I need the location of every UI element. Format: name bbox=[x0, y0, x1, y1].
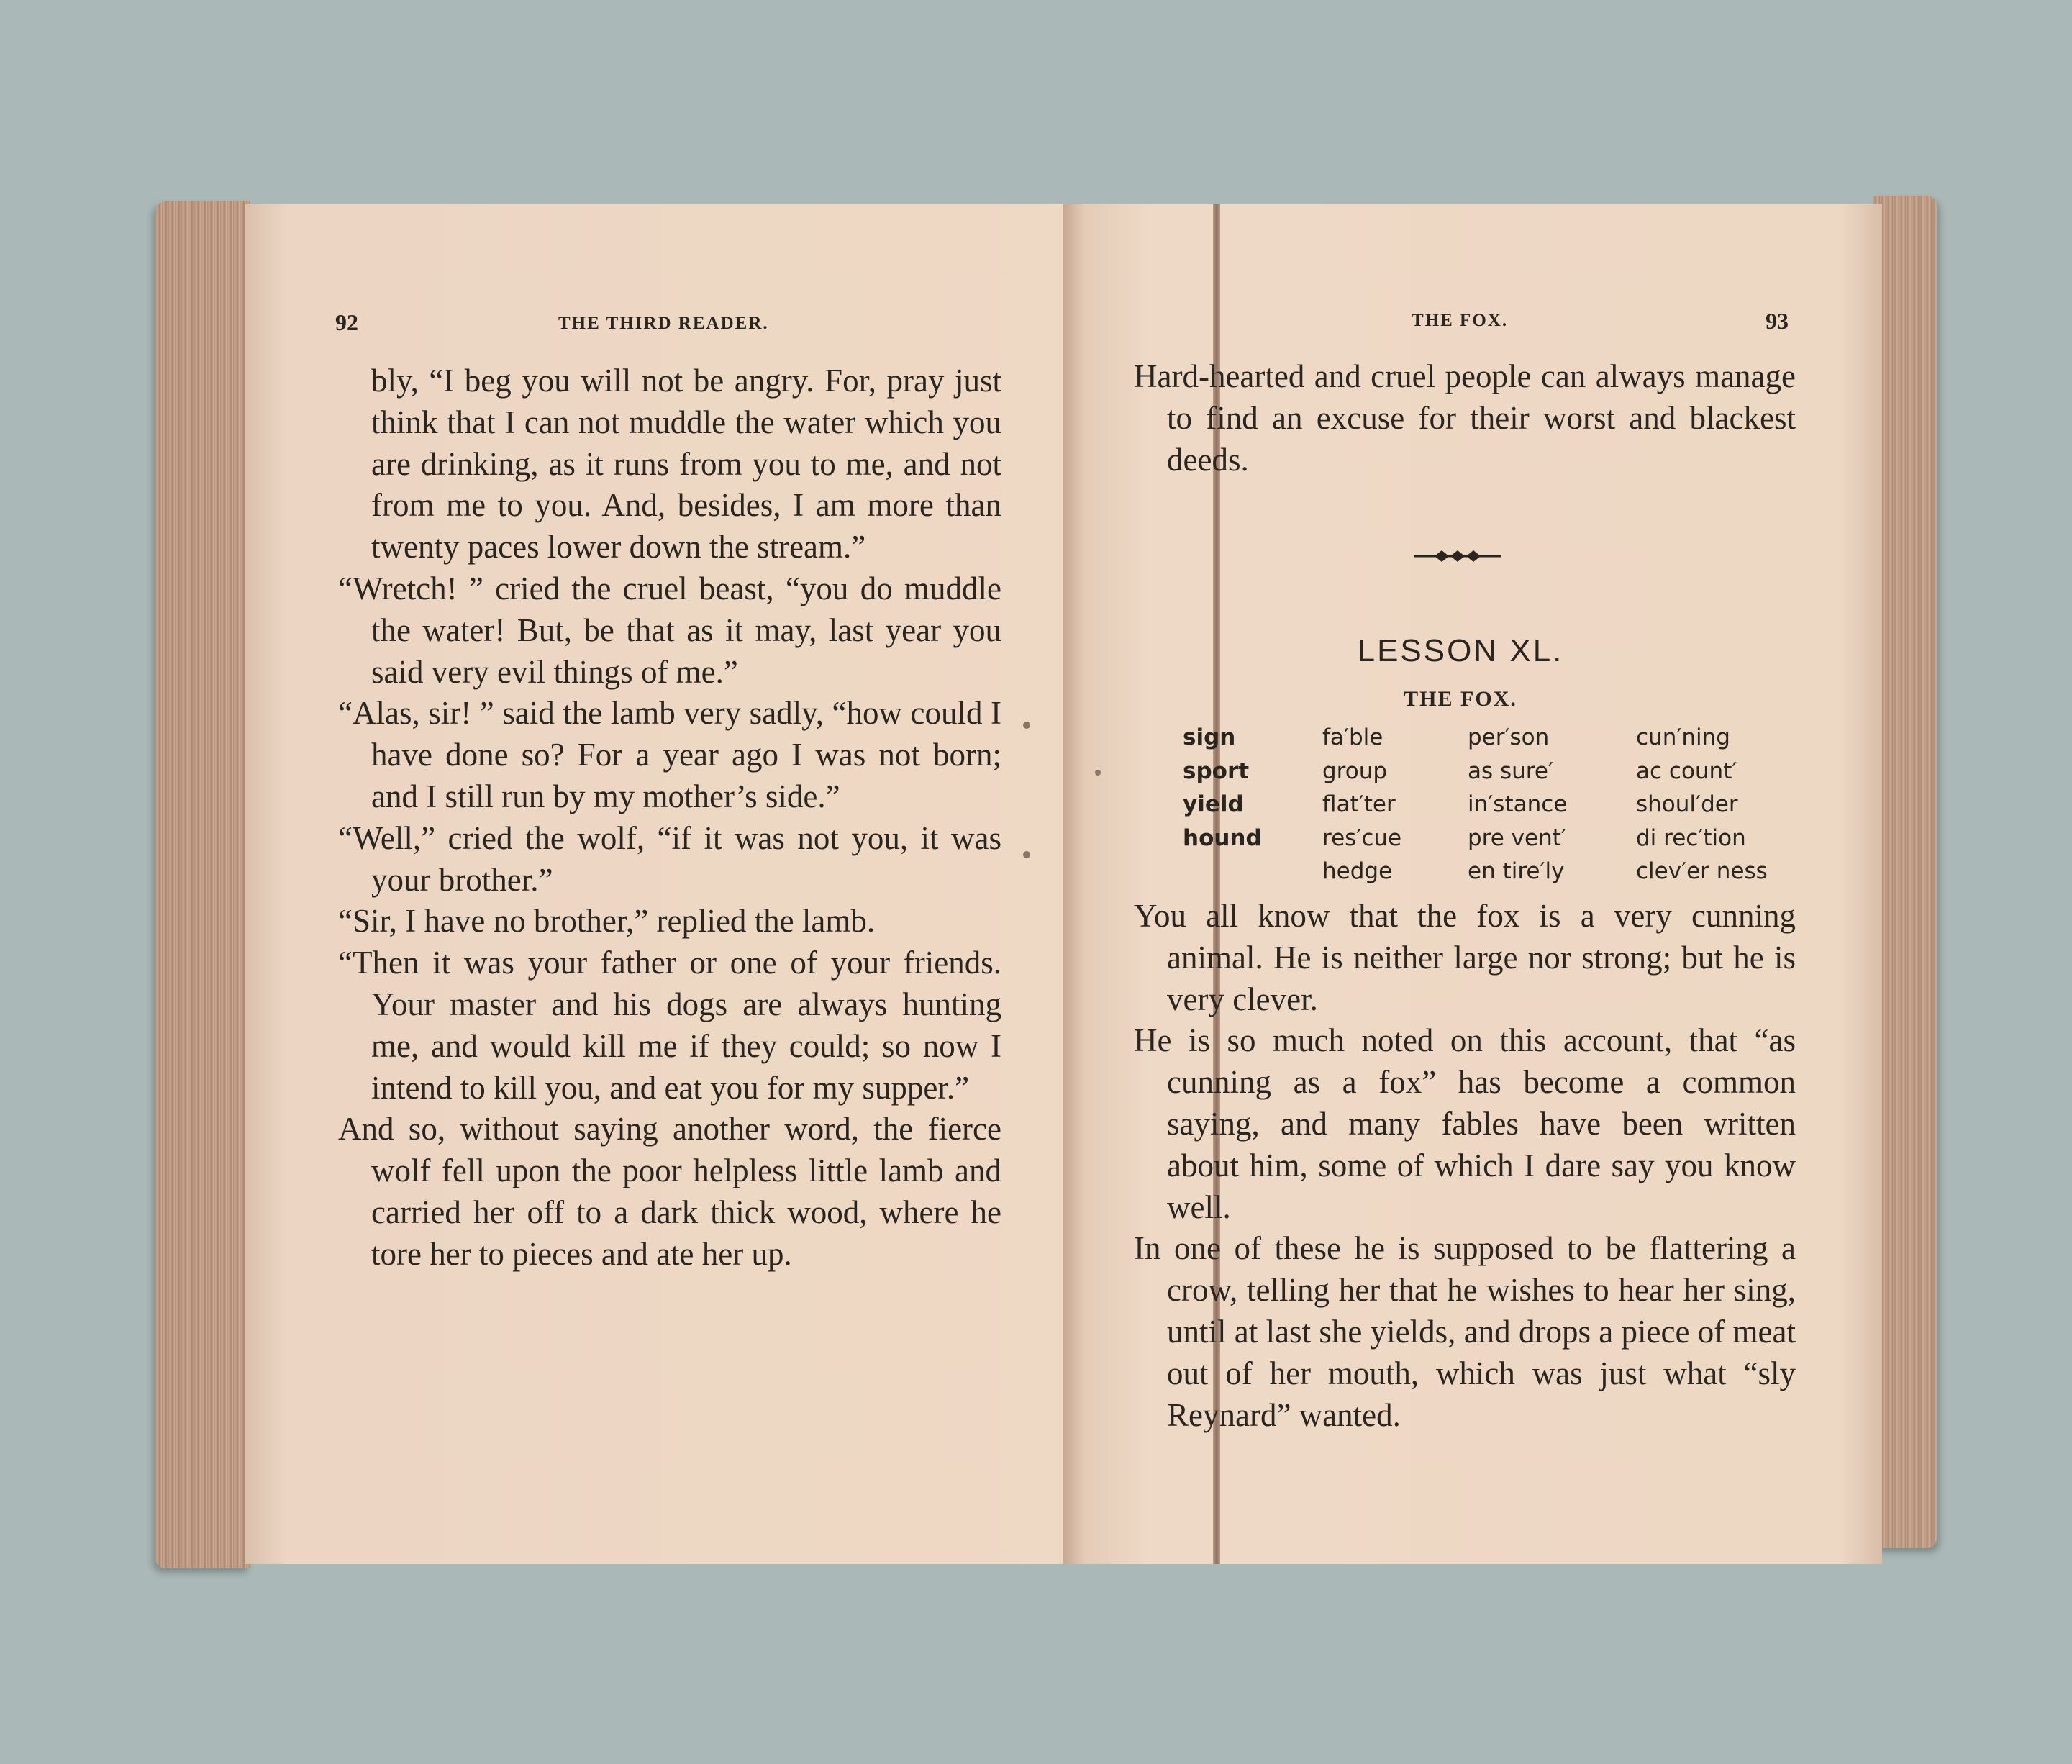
vocab-word: sport bbox=[1183, 758, 1250, 784]
vocab-word: sign bbox=[1183, 724, 1236, 750]
page-edges-right bbox=[1873, 196, 1937, 1548]
paper-speck bbox=[1023, 851, 1030, 858]
vocab-word: flat′ter bbox=[1322, 791, 1396, 817]
paragraph: And so, without saying another word, the fierce wolf fell upon the poor helpless little lamb and carried her off to a dark thick wood, where he tore her to pieces and ate her up. bbox=[338, 1111, 1001, 1272]
ornament-divider bbox=[1413, 547, 1502, 565]
left-page-number: 92 bbox=[335, 309, 358, 335]
vocab-word: hound bbox=[1183, 824, 1262, 851]
vocab-word: yield bbox=[1183, 791, 1244, 817]
paragraph: He is so much noted on this account, that “as cunning as a fox” has become a common saying, and many fables have been written about him, some of which I dare say you know well. bbox=[1134, 1022, 1796, 1225]
vocab-word: en tire′ly bbox=[1468, 858, 1565, 884]
vocab-word: group bbox=[1322, 758, 1388, 784]
paragraph: bly, “I beg you will not be angry. For, pray just think that I can not muddle the water which you are drinking, as it runs from you to me, and not from me to you. And, besides, I am more than twenty paces lower down the stream.” bbox=[371, 363, 1001, 565]
paragraph: “Then it was your father or one of your friends. Your master and his dogs are always hunting me, and would kill me if they could; so now I intend to kill you, and eat you for my supper.” bbox=[338, 945, 1001, 1106]
vocab-word: in′stance bbox=[1468, 791, 1568, 817]
vocab-word: res′cue bbox=[1322, 824, 1402, 851]
right-running-head: THE FOX. bbox=[1412, 311, 1509, 330]
paragraph: “Sir, I have no brother,” replied the lamb. bbox=[338, 903, 876, 940]
vocab-word: ac count′ bbox=[1636, 758, 1737, 784]
vocab-word bbox=[1183, 858, 1322, 892]
paper-speck bbox=[1095, 770, 1101, 776]
paragraph: “Alas, sir! ” said the lamb very sadly, “how could I have done so? For a year ago I was not born; and I still run by my mother’s side.” bbox=[338, 695, 1001, 814]
right-intro-text bbox=[1134, 356, 1796, 481]
paragraph: “Well,” cried the wolf, “if it was not you, it was your brother.” bbox=[338, 819, 1001, 898]
lesson-subtitle: THE FOX. bbox=[1404, 687, 1517, 711]
vocab-word: shoul′der bbox=[1636, 791, 1738, 817]
vocab-word: fa′ble bbox=[1322, 724, 1383, 750]
vocab-word: hedge bbox=[1322, 858, 1393, 884]
page-edges-left bbox=[155, 201, 250, 1568]
vocab-word: per′son bbox=[1468, 724, 1550, 750]
right-page-text bbox=[1134, 896, 1796, 1436]
vocab-word: clev′er ness bbox=[1636, 858, 1768, 884]
paragraph: You all know that the fox is a very cunning animal. He is neither large nor strong; but he is very clever. bbox=[1134, 898, 1796, 1017]
right-page-number: 93 bbox=[1766, 308, 1789, 334]
paper-speck bbox=[1023, 722, 1030, 729]
left-page-text bbox=[338, 360, 1001, 1276]
paragraph: “Wretch! ” cried the cruel beast, “you do muddle the water! But, be that as it may, last year you said very evil things of me.” bbox=[338, 570, 1001, 690]
paragraph: In one of these he is supposed to be flattering a crow, telling her that he wishes to hear her sing, until at last she yields, and drops a piece of meat out of her mouth, which was just what “sly Reynard” wanted. bbox=[1134, 1230, 1796, 1433]
left-running-head: THE THIRD READER. bbox=[558, 314, 769, 333]
vocab-word: as sure′ bbox=[1468, 758, 1553, 784]
vocab-word: cun′ning bbox=[1636, 724, 1730, 750]
lesson-title: LESSON XL. bbox=[1357, 633, 1564, 668]
vocabulary-table bbox=[1183, 724, 1780, 892]
vocab-word: di rec′tion bbox=[1636, 824, 1746, 851]
vocab-word: pre vent′ bbox=[1468, 824, 1566, 851]
paragraph: Hard-hearted and cruel people can always manage to find an excuse for their worst and blackest deeds. bbox=[1134, 358, 1796, 478]
